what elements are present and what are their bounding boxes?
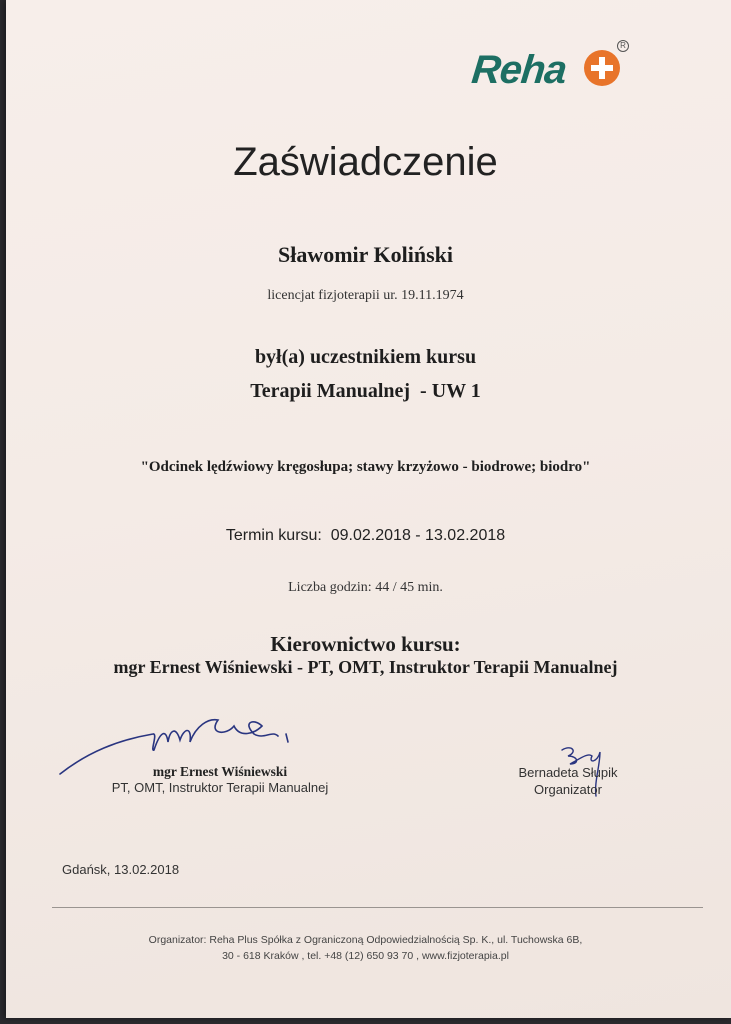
footer-line-2: 30 - 618 Kraków , tel. +48 (12) 650 93 70 , www.fizjoterapia.pl xyxy=(222,950,509,962)
footer-divider xyxy=(52,907,703,908)
course-topic: "Odcinek lędźwiowy kręgosłupa; stawy krzyżowo - biodrowe; biodro" xyxy=(140,459,591,475)
participation-line: był(a) uczestnikiem kursu xyxy=(254,346,477,368)
place-date: Gdańsk, 13.02.2018 xyxy=(62,862,180,877)
plus-icon xyxy=(584,50,620,86)
left-signatory-name: mgr Ernest Wiśniewski xyxy=(152,764,288,779)
course-name: Terapii Manualnej - UW 1 xyxy=(250,380,481,402)
registered-mark: R xyxy=(617,40,629,52)
recipient-name: Sławomir Koliński xyxy=(277,242,454,267)
left-signatory-role: PT, OMT, Instruktor Terapii Manualnej xyxy=(111,780,329,795)
right-signatory-name: Bernadeta Słupik xyxy=(518,765,618,780)
reha-logo xyxy=(470,40,632,96)
course-term: Termin kursu: 09.02.2018 - 13.02.2018 xyxy=(225,527,506,544)
course-hours: Liczba godzin: 44 / 45 min. xyxy=(288,580,443,595)
document-title: Zaświadczenie xyxy=(233,140,498,184)
leadership-person: mgr Ernest Wiśniewski - PT, OMT, Instruktor Terapii Manualnej xyxy=(113,657,618,677)
leadership-heading: Kierownictwo kursu: xyxy=(270,632,461,656)
footer-line-1: Organizator: Reha Plus Spółka z Ograniczoną Odpowiedzialnością Sp. K., ul. Tuchowska 6B, xyxy=(148,934,583,946)
logo-text: Reha xyxy=(469,48,569,92)
right-signatory-role: Organizator xyxy=(534,782,602,797)
recipient-license: licencjat fizjoterapii ur. 19.11.1974 xyxy=(267,288,464,303)
